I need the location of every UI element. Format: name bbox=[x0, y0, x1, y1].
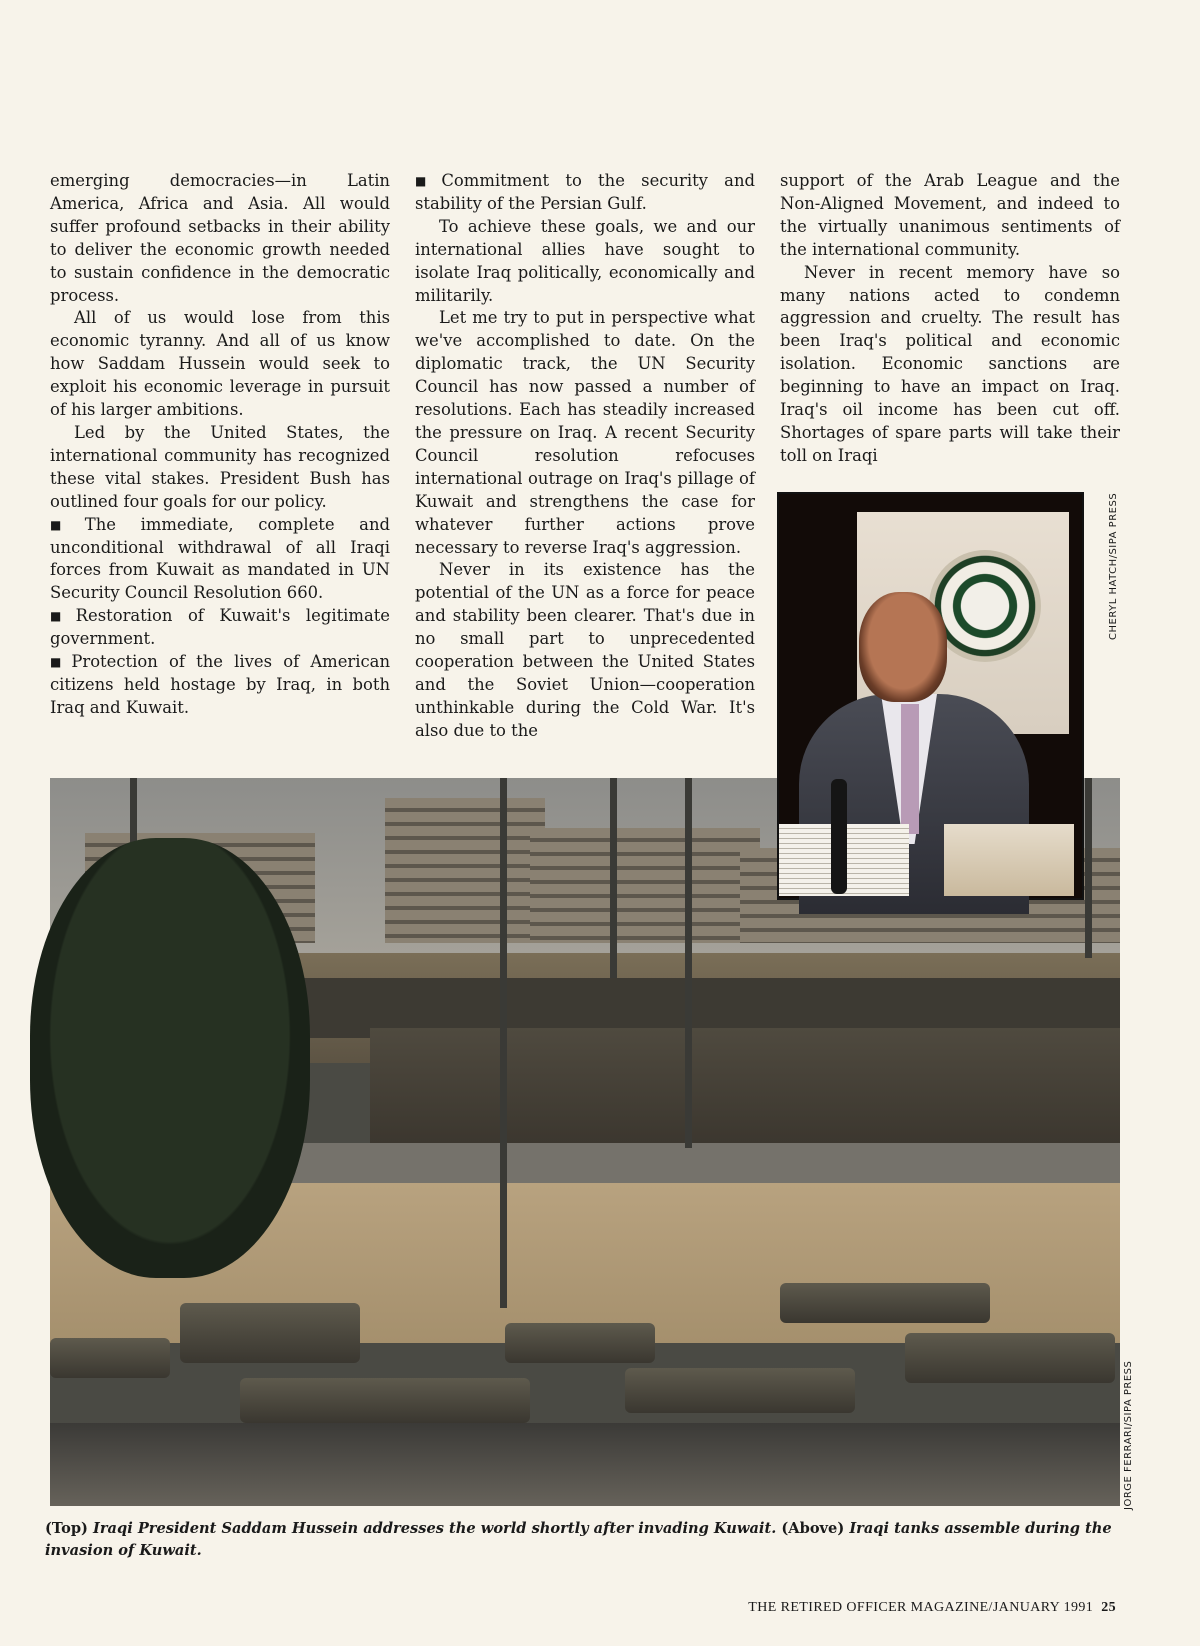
photo-caption bbox=[45, 1518, 1120, 1562]
article-column-3 bbox=[780, 170, 1120, 465]
caption-label-top: (Top) bbox=[45, 1520, 88, 1537]
publication-line: THE RETIRED OFFICER MAGAZINE/JANUARY 1991 bbox=[748, 1600, 1094, 1615]
caption-label-above: (Above) bbox=[781, 1520, 845, 1537]
page-footer bbox=[748, 1600, 1116, 1616]
body-paragraph: support of the Arab League and the Non-Aligned Movement, and indeed to the virtually unanimous sentiments of the international community. bbox=[780, 171, 1120, 259]
caption-text-above: Iraqi tanks assemble during the invasion of Kuwait. bbox=[45, 1520, 1112, 1559]
body-paragraph: Never in recent memory have so many nations acted to condemn aggression and cruelty. The result has been Iraq's political and economic isolation. Economic sanctions are beginning to have an impact on Iraq. Iraq's oil income has been cut off. Shortages of spare parts will take their toll on Iraqi bbox=[780, 262, 1120, 465]
photo-credit-top: CHERYL HATCH/SIPA PRESS bbox=[1108, 492, 1119, 640]
body-paragraph: To achieve these goals, we and our international allies have sought to isolate Iraq politically, economically and militarily. bbox=[415, 216, 755, 305]
photo-credit-main: JORGE FERRARI/SIPA PRESS bbox=[1123, 1360, 1134, 1510]
caption-text-top: Iraqi President Saddam Hussein addresses the world shortly after invading Kuwait. bbox=[93, 1520, 777, 1537]
body-paragraph: emerging democracies—in Latin America, Africa and Asia. All would suffer profound setbacks in their ability to deliver the economic growth needed to sustain confidence in the democratic process. bbox=[50, 171, 390, 305]
body-paragraph: Never in its existence has the potential of the UN as a force for peace and stability been clearer. That's due in no small part to unprecedented cooperation between the United States and the Soviet Union—cooperation unthinkable during the Cold War. It's also due to the bbox=[415, 560, 755, 740]
body-paragraph: Led by the United States, the international community has recognized these vital stakes. President Bush has outlined four goals for our policy. bbox=[50, 422, 390, 511]
bullet-paragraph: ■ Restoration of Kuwait's legitimate government. bbox=[50, 605, 390, 651]
body-paragraph: All of us would lose from this economic tyranny. And all of us know how Saddam Hussein would seek to exploit his economic leverage in pursuit of his larger ambitions. bbox=[50, 308, 390, 420]
bullet-paragraph: ■ Protection of the lives of American citizens held hostage by Iraq, in both Iraq and Kuwait. bbox=[50, 651, 390, 720]
article-column-2 bbox=[415, 170, 755, 743]
page-number: 25 bbox=[1101, 1600, 1116, 1615]
photo-saddam-hussein bbox=[777, 492, 1084, 900]
body-paragraph: Let me try to put in perspective what we've accomplished to date. On the diplomatic track, the UN Security Council has now passed a number of resolutions. Each has steadily increased the pressure on Iraq. A recent Security Council resolution refocuses international outrage on Iraq's pillage of Kuwait and strengthens the case for whatever further actions prove necessary to reverse Iraq's aggression. bbox=[415, 308, 755, 557]
microphone bbox=[831, 779, 847, 894]
bullet-paragraph: ■ The immediate, complete and unconditional withdrawal of all Iraqi forces from Kuwait as mandated in UN Security Council Resolution 660. bbox=[50, 514, 390, 606]
article-column-1 bbox=[50, 170, 390, 720]
bullet-paragraph: ■ Commitment to the security and stability of the Persian Gulf. bbox=[415, 170, 755, 216]
